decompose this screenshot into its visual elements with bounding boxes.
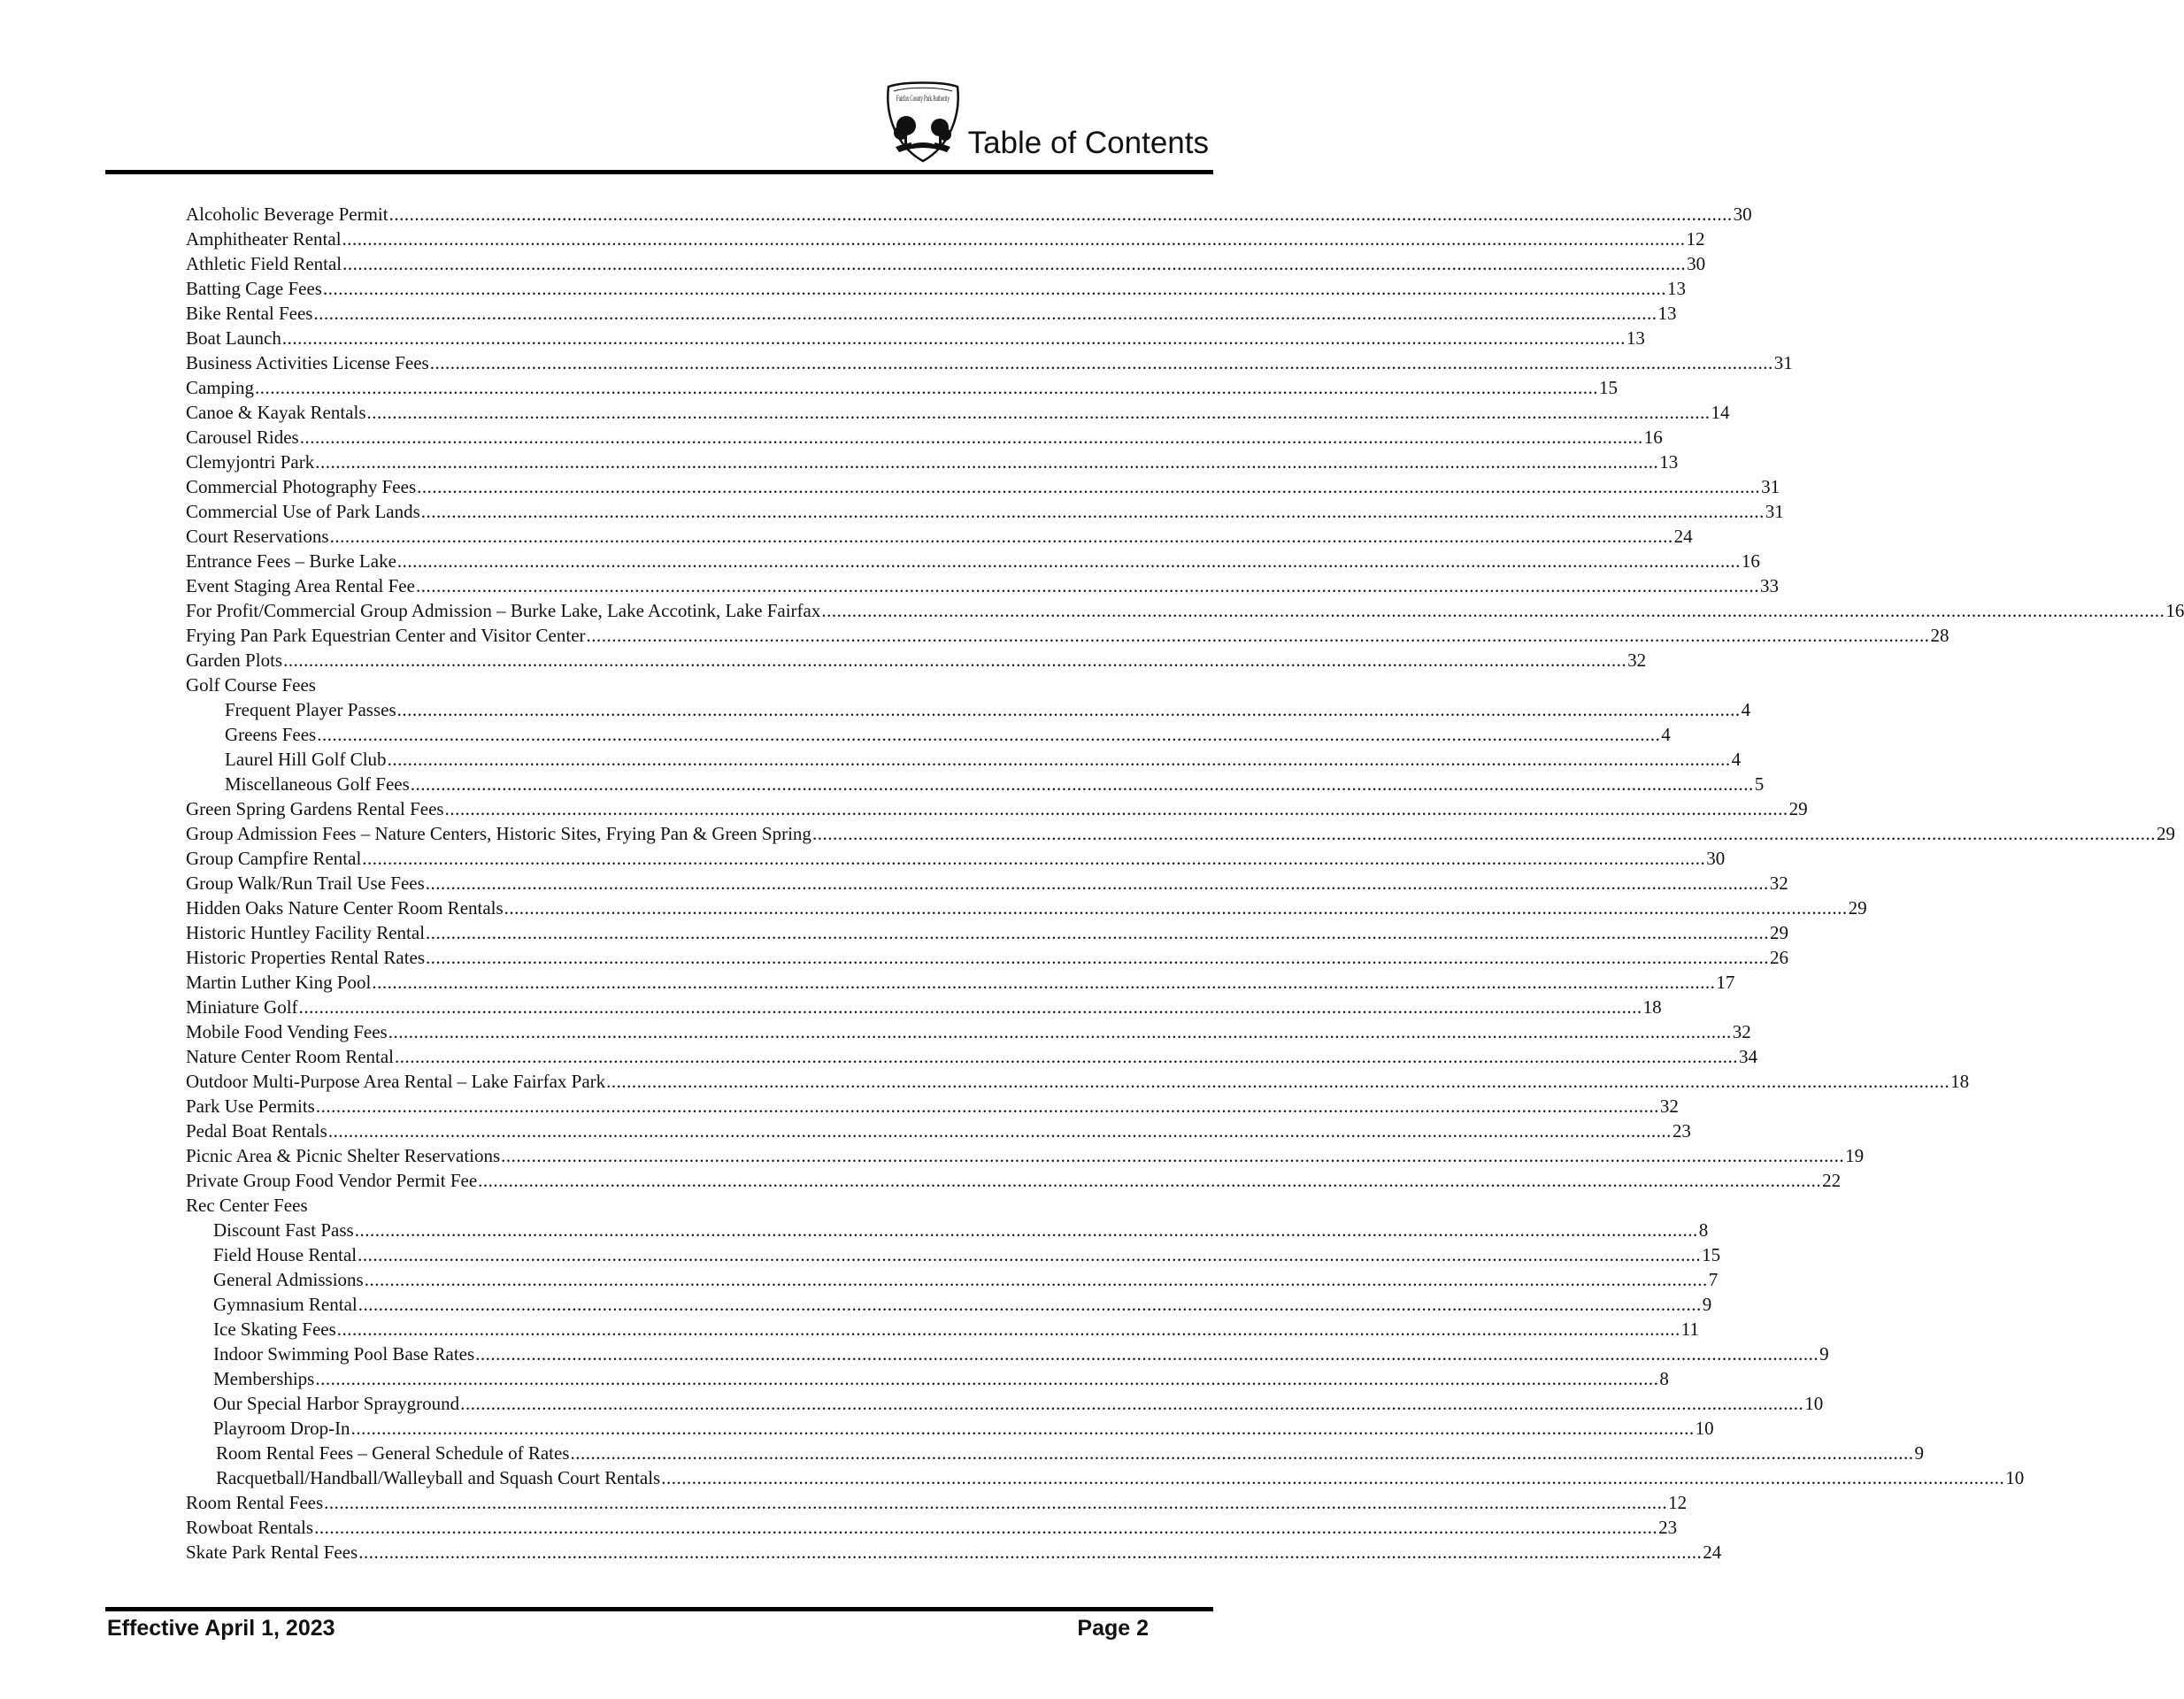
toc-entry-page: 28 <box>1930 625 1949 646</box>
toc-leader-dots <box>411 772 1754 796</box>
toc-leader-dots <box>445 796 1788 821</box>
toc-leader-dots <box>821 598 2165 623</box>
toc-entry[interactable] <box>186 1242 1721 1267</box>
toc-entry-label: Frequent Player Passes <box>225 699 396 720</box>
toc-entry[interactable] <box>186 970 1735 995</box>
toc-entry-page: 16 <box>1643 427 1663 448</box>
toc-entry[interactable] <box>186 301 1677 326</box>
toc-entry-label: Nature Center Room Rental <box>186 1046 395 1067</box>
toc-leader-dots <box>337 1317 1680 1342</box>
toc-leader-dots <box>587 623 1930 648</box>
toc-entry-label: Pedal Boat Rentals <box>186 1120 327 1142</box>
toc-leader-dots <box>330 524 1673 549</box>
toc-leader-dots <box>317 722 1660 747</box>
toc-entry-page: 13 <box>1659 451 1679 473</box>
toc-entry-label: Picnic Area & Picnic Shelter Reservations <box>186 1145 501 1166</box>
toc-leader-dots <box>661 1465 2004 1490</box>
toc-entry-page: 12 <box>1668 1492 1688 1513</box>
toc-entry-label: Indoor Swimming Pool Base Rates <box>213 1343 475 1365</box>
footer-divider <box>105 1607 1213 1611</box>
toc-entry[interactable] <box>186 350 1793 375</box>
toc-entry-page: 23 <box>1672 1120 1691 1142</box>
toc-entry-label: Greens Fees <box>225 724 317 745</box>
toc-leader-dots <box>812 821 2156 846</box>
table-of-contents <box>186 202 2184 1564</box>
toc-entry[interactable] <box>186 1391 1824 1416</box>
toc-entry-page: 4 <box>1661 724 1671 745</box>
toc-entry-page: 10 <box>2005 1467 2025 1488</box>
toc-entry[interactable] <box>186 1119 1691 1143</box>
toc-leader-dots <box>426 920 1769 945</box>
toc-entry[interactable] <box>186 474 1780 499</box>
toc-entry-page: 16 <box>1741 550 1760 572</box>
toc-entry-label: Historic Properties Rental Rates <box>186 947 426 968</box>
toc-entry-page: 32 <box>1659 1096 1679 1117</box>
toc-entry-page: 7 <box>1708 1269 1719 1290</box>
toc-entry[interactable] <box>186 1267 1719 1292</box>
toc-entry[interactable] <box>186 1441 1924 1465</box>
toc-entry-label: Camping <box>186 377 254 398</box>
toc-entry-label: Frying Pan Park Equestrian Center and Visitor Center <box>186 625 586 646</box>
toc-leader-dots <box>388 747 1731 772</box>
toc-entry-page: 13 <box>1657 303 1677 324</box>
toc-entry[interactable] <box>186 251 1706 276</box>
toc-entry-label: Skate Park Rental Fees <box>186 1541 358 1563</box>
toc-entry-label: Commercial Use of Park Lands <box>186 501 420 522</box>
toc-entry-label: Miscellaneous Golf Fees <box>225 773 410 795</box>
toc-entry[interactable] <box>186 1292 1712 1317</box>
toc-entry[interactable] <box>186 1490 1688 1515</box>
toc-entry-page: 31 <box>1761 476 1780 497</box>
header-divider <box>105 170 1213 174</box>
toc-entry-label: Racquetball/Handball/Walleyball and Squash Court Rentals <box>216 1467 661 1488</box>
toc-entry[interactable] <box>186 1416 1714 1441</box>
toc-entry-label: Boat Launch <box>186 327 281 349</box>
toc-leader-dots <box>397 697 1741 722</box>
toc-entry-label: Private Group Food Vendor Permit Fee <box>186 1170 478 1191</box>
toc-entry-page: 10 <box>1804 1393 1824 1414</box>
toc-entry-page: 9 <box>1914 1442 1924 1464</box>
toc-entry-label: Martin Luther King Pool <box>186 972 372 993</box>
toc-leader-dots <box>299 995 1642 1019</box>
toc-leader-dots <box>372 970 1715 995</box>
toc-entry-page: 5 <box>1754 773 1765 795</box>
toc-entry-page: 30 <box>1706 848 1726 869</box>
toc-entry[interactable] <box>186 524 1693 549</box>
toc-entry[interactable] <box>186 1317 1700 1342</box>
toc-leader-dots <box>460 1391 1803 1416</box>
toc-entry-page: 30 <box>1687 253 1706 274</box>
toc-leader-dots <box>342 227 1686 251</box>
toc-entry-label: Historic Huntley Facility Rental <box>186 922 426 943</box>
toc-entry-label: Ice Skating Fees <box>213 1318 336 1340</box>
toc-leader-dots <box>416 573 1759 598</box>
toc-entry-label: Business Activities License Fees <box>186 352 429 373</box>
toc-entry-page: 29 <box>2156 823 2175 844</box>
toc-entry-page: 34 <box>1739 1046 1758 1067</box>
toc-entry-page: 29 <box>1848 897 1867 919</box>
toc-entry-page: 14 <box>1711 402 1730 423</box>
toc-leader-dots <box>282 326 1626 350</box>
toc-leader-dots <box>426 945 1769 970</box>
toc-entry[interactable] <box>186 1342 1829 1366</box>
toc-entry[interactable] <box>186 1465 2025 1490</box>
toc-entry-page: 11 <box>1680 1318 1700 1340</box>
toc-entry-page: 13 <box>1626 327 1645 349</box>
toc-entry-label: Golf Course Fees <box>186 674 316 696</box>
toc-entry-page: 17 <box>1716 972 1735 993</box>
toc-entry[interactable] <box>186 821 2175 846</box>
toc-entry-page: 4 <box>1731 749 1742 770</box>
toc-entry-page: 18 <box>1950 1071 1970 1092</box>
toc-leader-dots <box>475 1342 1819 1366</box>
toc-entry[interactable] <box>186 995 1662 1019</box>
toc-entry[interactable] <box>186 945 1789 970</box>
logo-text: Fairfax County Park Authority <box>896 94 950 103</box>
toc-entry-page: 8 <box>1698 1219 1709 1241</box>
toc-entry[interactable] <box>186 202 1752 227</box>
toc-entry-label: Entrance Fees – Burke Lake <box>186 550 396 572</box>
toc-entry-page: 24 <box>1703 1541 1722 1563</box>
toc-leader-dots <box>358 1292 1702 1317</box>
toc-entry-page: 22 <box>1822 1170 1842 1191</box>
toc-leader-dots <box>324 1490 1667 1515</box>
toc-entry-label: Amphitheater Rental <box>186 228 342 250</box>
toc-leader-dots <box>283 648 1626 673</box>
effective-date: Effective April 1, 2023 <box>107 1616 335 1641</box>
toc-entry[interactable] <box>186 450 1679 474</box>
toc-entry-label: Clemyjontri Park <box>186 451 315 473</box>
toc-entry-page: 15 <box>1702 1244 1721 1265</box>
toc-leader-dots <box>313 301 1657 326</box>
toc-entry-page: 33 <box>1759 575 1779 596</box>
toc-entry[interactable] <box>186 400 1730 425</box>
toc-entry-label: Group Admission Fees – Nature Centers, Historic Sites, Frying Pan & Green Spring <box>186 823 811 844</box>
toc-entry-page: 18 <box>1642 996 1662 1018</box>
toc-entry[interactable] <box>186 747 1742 772</box>
toc-entry-label: Athletic Field Rental <box>186 253 342 274</box>
toc-leader-dots <box>342 251 1686 276</box>
toc-leader-dots <box>478 1168 1821 1193</box>
toc-entry-label: Garden Plots <box>186 650 283 671</box>
toc-entry-label: Group Campfire Rental <box>186 848 362 869</box>
toc-entry[interactable] <box>186 573 1779 598</box>
toc-entry-page: 29 <box>1770 922 1789 943</box>
toc-entry[interactable] <box>186 1366 1669 1391</box>
page-title: Table of Contents <box>967 126 1209 160</box>
toc-entry-label: Miniature Golf <box>186 996 298 1018</box>
toc-entry[interactable] <box>186 796 1808 821</box>
toc-leader-dots <box>315 450 1658 474</box>
toc-entry[interactable] <box>186 920 1789 945</box>
toc-entry-page: 12 <box>1686 228 1705 250</box>
toc-entry-label: General Admissions <box>213 1269 364 1290</box>
toc-entry[interactable] <box>186 722 1671 747</box>
toc-entry-label: Playroom Drop-In <box>213 1418 350 1439</box>
toc-entry[interactable] <box>186 1094 1679 1119</box>
toc-entry-label: Bike Rental Fees <box>186 303 313 324</box>
toc-entry-label: Rowboat Rentals <box>186 1517 314 1538</box>
toc-entry[interactable] <box>186 1218 1709 1242</box>
toc-entry[interactable] <box>186 846 1726 871</box>
toc-leader-dots <box>315 1366 1658 1391</box>
toc-entry[interactable] <box>186 1515 1678 1540</box>
toc-leader-dots <box>358 1540 1702 1564</box>
toc-entry[interactable] <box>186 1069 1970 1094</box>
toc-entry-label: Canoe & Kayak Rentals <box>186 402 366 423</box>
toc-leader-dots <box>300 425 1643 450</box>
toc-entry-page: 23 <box>1658 1517 1678 1538</box>
toc-entry-page: 32 <box>1627 650 1647 671</box>
toc-entry-label: Commercial Photography Fees <box>186 476 417 497</box>
toc-entry-label: Park Use Permits <box>186 1096 315 1117</box>
toc-entry-label: Laurel Hill Golf Club <box>225 749 387 770</box>
toc-entry-page: 29 <box>1788 798 1808 819</box>
toc-entry-page: 15 <box>1599 377 1618 398</box>
toc-entry[interactable] <box>186 673 1119 697</box>
toc-entry[interactable] <box>186 1019 1751 1044</box>
toc-leader-dots <box>570 1441 1913 1465</box>
toc-leader-dots <box>316 1094 1659 1119</box>
toc-entry-label: Carousel Rides <box>186 427 299 448</box>
toc-leader-dots <box>395 1044 1738 1069</box>
toc-entry-label: Rec Center Fees <box>186 1195 308 1216</box>
toc-entry[interactable] <box>186 425 1663 450</box>
toc-entry-label: For Profit/Commercial Group Admission – Burke Lake, Lake Accotink, Lake Fairfax <box>186 600 821 621</box>
toc-entry[interactable] <box>186 1044 1758 1069</box>
toc-entry-page: 9 <box>1702 1294 1712 1315</box>
toc-entry-page: 8 <box>1659 1368 1669 1389</box>
toc-entry[interactable] <box>186 326 1645 350</box>
toc-entry-page: 31 <box>1765 501 1784 522</box>
toc-entry-label: Outdoor Multi-Purpose Area Rental – Lake Fairfax Park <box>186 1071 606 1092</box>
toc-entry[interactable] <box>186 896 1867 920</box>
toc-leader-dots <box>365 1267 1708 1292</box>
toc-entry[interactable] <box>186 697 1751 722</box>
toc-entry[interactable] <box>186 227 1705 251</box>
toc-entry[interactable] <box>186 648 1647 673</box>
toc-leader-dots <box>328 1119 1672 1143</box>
toc-entry-label: Discount Fast Pass <box>213 1219 354 1241</box>
toc-entry[interactable] <box>186 1168 1842 1193</box>
toc-entry[interactable] <box>186 772 1765 796</box>
toc-leader-dots <box>355 1218 1698 1242</box>
toc-leader-dots <box>389 202 1733 227</box>
toc-entry-label: Court Reservations <box>186 526 329 547</box>
toc-entry[interactable] <box>186 549 1760 573</box>
toc-leader-dots <box>430 350 1773 375</box>
toc-entry-page: 32 <box>1732 1021 1751 1042</box>
toc-leader-dots <box>362 846 1705 871</box>
toc-leader-dots <box>323 276 1666 301</box>
toc-entry-page: 19 <box>1845 1145 1865 1166</box>
toc-leader-dots <box>388 1019 1732 1044</box>
toc-entry-label: Hidden Oaks Nature Center Room Rentals <box>186 897 504 919</box>
toc-entry-page: 4 <box>1741 699 1751 720</box>
toc-entry[interactable] <box>186 871 1788 896</box>
toc-leader-dots <box>255 375 1598 400</box>
toc-entry-page: 24 <box>1673 526 1693 547</box>
toc-entry[interactable] <box>186 276 1686 301</box>
toc-entry-label: Gymnasium Rental <box>213 1294 358 1315</box>
toc-entry[interactable] <box>186 499 1784 524</box>
toc-entry-label: Field House Rental <box>213 1244 358 1265</box>
toc-leader-dots <box>314 1515 1657 1540</box>
toc-leader-dots <box>421 499 1765 524</box>
toc-entry-label: Memberships <box>213 1368 315 1389</box>
toc-leader-dots <box>397 549 1741 573</box>
toc-entry-page: 30 <box>1733 204 1752 225</box>
toc-entry-page: 26 <box>1770 947 1789 968</box>
toc-entry[interactable] <box>186 623 1949 648</box>
toc-entry[interactable] <box>186 375 1618 400</box>
toc-leader-dots <box>367 400 1711 425</box>
toc-entry[interactable] <box>186 1193 1119 1218</box>
toc-entry[interactable] <box>186 598 2184 623</box>
park-authority-logo <box>885 81 961 163</box>
toc-entry-label: Green Spring Gardens Rental Fees <box>186 798 444 819</box>
toc-entry-label: Room Rental Fees <box>186 1492 324 1513</box>
toc-entry[interactable] <box>186 1143 1865 1168</box>
toc-entry-page: 31 <box>1773 352 1793 373</box>
toc-entry-label: Group Walk/Run Trail Use Fees <box>186 873 425 894</box>
toc-entry-page: 32 <box>1769 873 1788 894</box>
toc-entry[interactable] <box>186 1540 1722 1564</box>
toc-leader-dots <box>351 1416 1695 1441</box>
toc-leader-dots <box>504 896 1848 920</box>
toc-entry-label: Mobile Food Vending Fees <box>186 1021 388 1042</box>
toc-leader-dots <box>501 1143 1844 1168</box>
toc-entry-label: Batting Cage Fees <box>186 278 322 299</box>
toc-entry-label: Room Rental Fees – General Schedule of Rates <box>216 1442 570 1464</box>
toc-entry-page: 13 <box>1666 278 1686 299</box>
toc-leader-dots <box>426 871 1769 896</box>
toc-entry-label: Our Special Harbor Sprayground <box>213 1393 460 1414</box>
toc-entry-label: Alcoholic Beverage Permit <box>186 204 388 225</box>
toc-leader-dots <box>606 1069 1949 1094</box>
toc-leader-dots <box>358 1242 1701 1267</box>
toc-leader-dots <box>417 474 1760 499</box>
toc-entry-page: 16 <box>2165 600 2184 621</box>
toc-entry-page: 10 <box>1695 1418 1714 1439</box>
page-number: Page 2 <box>1077 1616 1149 1641</box>
toc-entry-page: 9 <box>1819 1343 1829 1365</box>
toc-entry-label: Event Staging Area Rental Fee <box>186 575 415 596</box>
